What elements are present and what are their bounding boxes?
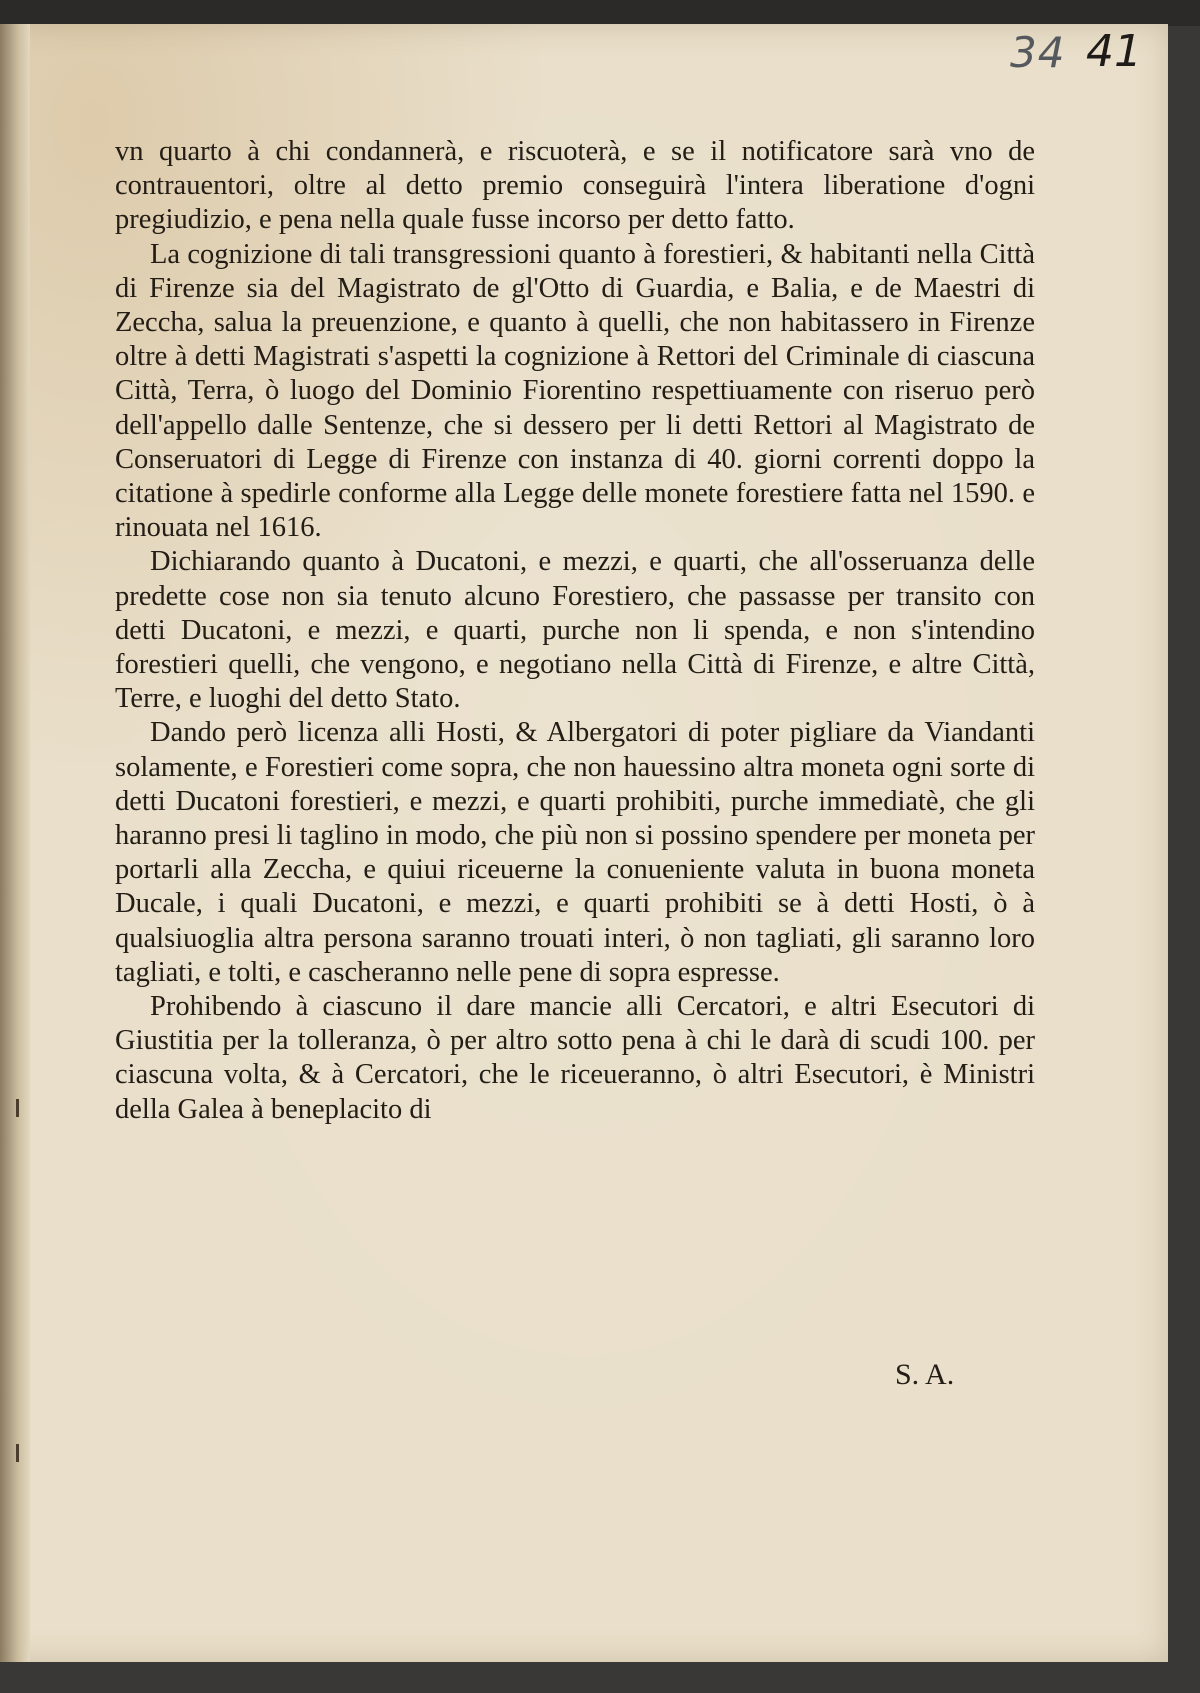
paragraph-jurisdiction: La cognizione di tali transgressioni quanto à forestieri, & habitanti nella Città di Firenze sia del Magistrato de gl'Otto di Guardia, e Balia, e de Maestri di Zeccha, salua la preuenzione, e quanto à quelli, che non habitassero in Firenze oltre à detti Magistrati s'aspetti la cognizione à Rettori del Criminale di ciascuna Città, Terra, ò luogo del Dominio Fiorentino respettiuamente con riseruo però dell'appello dalle Sentenze, che si dessero per li detti Rettori al Magistrato de Conseruatori di Legge di Firenze con instanza di 40. giorni correnti doppo la citatione à spedirle conforme alla Legge delle monete forestiere fatta nel 1590. e rinouata nel 1616. xyxy=(115,238,1035,544)
paragraph-ducatoni: Dichiarando quanto à Ducatoni, e mezzi, e quarti, che all'osseruanza delle predette cose non sia tenuto alcuno Forestiero, che passasse per transito con detti Ducatoni, e mezzi, e quarti, purche non li spenda, e non s'intendino forestieri quelli, che vengono, e negotiano nella Città di Firenze, e altre Città, Terre, e luoghi del detto Stato. xyxy=(115,546,1035,715)
binding-edge xyxy=(0,24,30,1662)
binding-mark xyxy=(16,1444,19,1462)
paragraph-innkeepers: Dando però licenza alli Hosti, & Albergatori di poter pigliare da Viandanti solamente, e Forestieri come sopra, che non hauessino altra moneta ogni sorte di detti Ducatoni forestieri, e mezzi, e quarti prohibiti, purche immediatè, che gli haranno presi li taglino in modo, che più non si possino spendere per moneta per portarli alla Zeccha, e quiui riceuerne la conueniente valuta in buona moneta Ducale, i quali Ducatoni, e mezzi, e quarti prohibiti se à detti Hosti, ò à qualsiuoglia altra persona saranno trouati interi, ò non tagliati, gli saranno loro tagliati, e tolti, e cascheranno nelle pene di sopra espresse. xyxy=(115,717,1035,988)
folio-pencil-number: 34 xyxy=(1010,28,1066,77)
paragraph-tips-prohibition: Prohibendo à ciascuno il dare mancie alli Cercatori, e altri Esecutori di Giustitia per la tolleranza, ò per altro sotto pena à chi le darà di scudi 100. per ciascuna volta, & à Cercatori, che le riceueranno, ò altri Esecutori, è Ministri della Galea à beneplacito di xyxy=(115,991,1035,1125)
folio-ink-number: 41 xyxy=(1086,26,1142,77)
signature: S. A. xyxy=(895,1358,955,1391)
paragraph-continuation: vn quarto à chi condannerà, e riscuoterà, e se il notificatore sarà vno de contrauentori, oltre al detto premio conseguirà l'intera liberatione d'ogni pregiudizio, e pena nella quale fusse incorso per detto fatto. xyxy=(115,136,1035,236)
binding-mark xyxy=(16,1099,19,1117)
body-text xyxy=(115,135,1035,1127)
scan-border xyxy=(0,0,1200,26)
